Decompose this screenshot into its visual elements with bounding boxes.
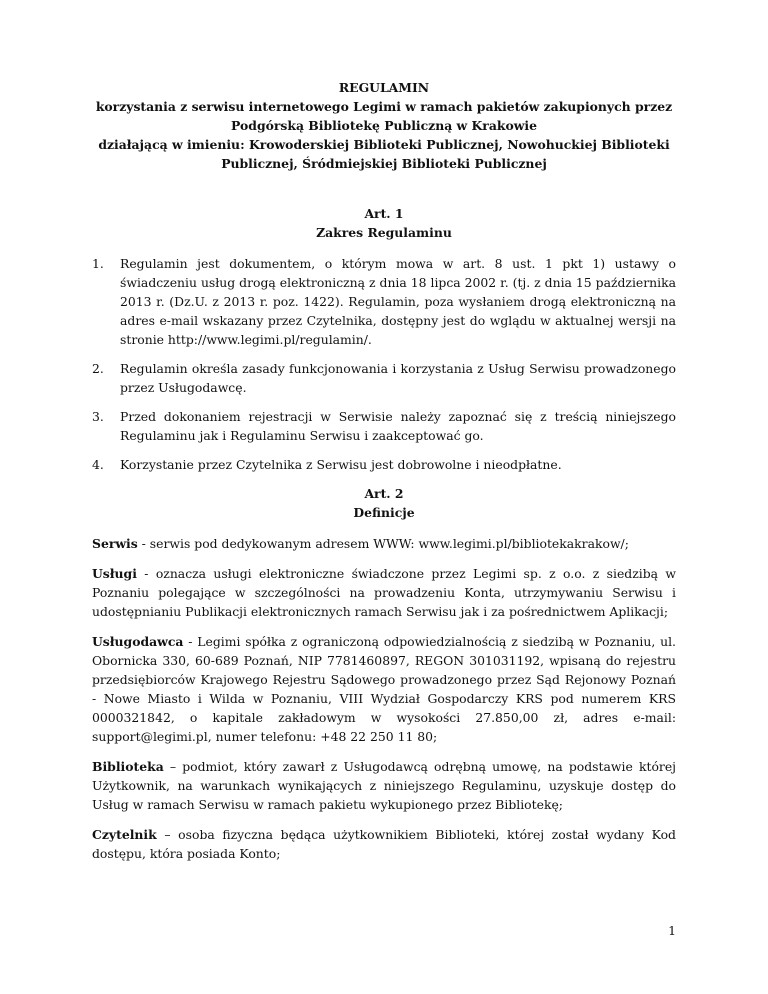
definition-term: Biblioteka — [92, 759, 164, 774]
list-item-number: 3. — [92, 409, 104, 424]
definition-text: - serwis pod dedykowanym adresem WWW: www.legimi.pl/bibliotekakrakow/; — [137, 536, 629, 551]
definition-term: Usługodawca — [92, 634, 184, 649]
list-item-number: 1. — [92, 256, 104, 271]
list-item — [92, 359, 676, 397]
art1-heading: Art. 1 — [364, 206, 404, 221]
definition-text: – osoba fizyczna będąca użytkownikiem Biblioteki, której został wydany Kod dostępu, która posiada Konto; — [92, 827, 676, 861]
art2-header — [92, 484, 676, 522]
art1-subheading: Zakres Regulaminu — [316, 225, 452, 240]
list-item-number: 4. — [92, 457, 104, 472]
definitions-list — [92, 534, 676, 863]
list-item — [92, 254, 676, 349]
definition-text: - oznacza usługi elektroniczne świadczone przez Legimi sp. z o.o. z siedzibą w Poznaniu polegające w szczególności na prowadzeniu Konta, utrzymywaniu Serwisu i udostępnianiu Publikacji elektronicznych ramach Serwisu jak i za pośrednictwem Aplikacji; — [92, 566, 676, 619]
art2-heading: Art. 2 — [364, 486, 404, 501]
title-line-1: REGULAMIN — [338, 80, 430, 95]
document-content — [92, 78, 676, 874]
list-item — [92, 407, 676, 445]
page-number: 1 — [668, 923, 676, 938]
art2-subheading: Definicje — [353, 505, 415, 520]
definition-biblioteka — [92, 757, 676, 814]
art1-list — [92, 254, 676, 474]
list-item-text: Regulamin określa zasady funkcjonowania i korzystania z Usług Serwisu prowadzonego przez Usługodawcę. — [120, 361, 676, 395]
definition-term: Serwis — [92, 536, 138, 551]
definition-term: Czytelnik — [92, 827, 157, 842]
list-item-number: 2. — [92, 361, 104, 376]
title-line-5: Publicznej, Śródmiejskiej Biblioteki Publicznej — [221, 156, 547, 171]
title-line-4: działającą w imieniu: Krowoderskiej Biblioteki Publicznej, Nowohuckiej Biblioteki — [98, 137, 670, 152]
definition-text: – podmiot, który zawarł z Usługodawcą odrębną umowę, na podstawie której Użytkownik, na warunkach wynikających z niniejszego Regulaminu, uzyskuje dostęp do Usług w ramach Serwisu w ramach pakietu wykupionego przez Bibliotekę; — [92, 759, 676, 812]
definition-uslugi — [92, 564, 676, 621]
art1-header — [92, 204, 676, 242]
title-line-2: korzystania z serwisu internetowego Legimi w ramach pakietów zakupionych przez — [95, 99, 673, 114]
definition-uslugodawca — [92, 632, 676, 746]
list-item-text: Regulamin jest dokumentem, o którym mowa w art. 8 ust. 1 pkt 1) ustawy o świadczeniu usług drogą elektroniczną z dnia 18 lipca 2002 r. (tj. z dnia 15 października 2013 r. (Dz.U. z 2013 r. poz. 1422). Regulamin, poza wysłaniem drogą elektroniczną na adres e-mail wskazany przez Czytelnika, dostępny jest do wglądu w aktualnej wersji na stronie http://www.legimi.pl/regulamin/. — [120, 256, 676, 347]
definition-text: - Legimi spółka z ograniczoną odpowiedzialnością z siedzibą w Poznaniu, ul. Obornicka 330, 60-689 Poznań, NIP 7781460897, REGON 301031192, wpisaną do rejestru przedsiębiorców Krajowego Rejestru Sądowego prowadzonego przez Sąd Rejonowy Poznań - Nowe Miasto i Wilda w Poznaniu, VIII Wydział Gospodarczy KRS pod numerem KRS 0000321842, o kapitale zakładowym w wysokości 27.850,00 zł, adres e-mail: support@legimi.pl, numer telefonu: +48 22 250 11 80; — [92, 634, 676, 744]
definition-serwis — [92, 534, 676, 553]
definition-term: Usługi — [92, 566, 137, 581]
title-line-3: Podgórską Bibliotekę Publiczną w Krakowie — [231, 118, 537, 133]
list-item — [92, 455, 676, 474]
definition-czytelnik — [92, 825, 676, 863]
document-title — [92, 78, 676, 173]
list-item-text: Korzystanie przez Czytelnika z Serwisu jest dobrowolne i nieodpłatne. — [120, 457, 562, 472]
list-item-text: Przed dokonaniem rejestracji w Serwisie należy zapoznać się z treścią niniejszego Regulaminu jak i Regulaminu Serwisu i zaakceptować go. — [120, 409, 676, 443]
